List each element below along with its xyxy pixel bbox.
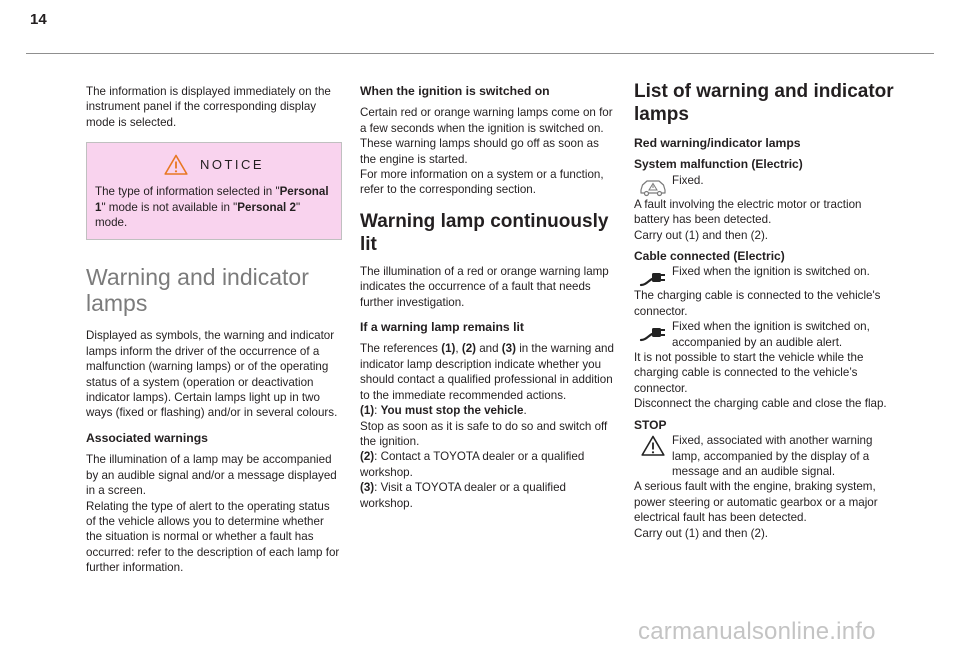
red-lamps-heading: Red warning/indicator lamps (634, 136, 801, 150)
charging-plug-icon (639, 266, 667, 288)
references-paragraph: The references (1), (2) and (3) in the warning and indicator lamp description indicate whether you should contact a qualified professional in addition to the immediate recommended actions. (360, 342, 614, 402)
ignition-body-2: For more information on a system or a function, refer to the corresponding section. (360, 168, 604, 197)
associated-body-1: The illumination of a lamp may be accompanied by an audible signal and/or a message displayed in a screen. (86, 453, 337, 498)
watermark: carmanualsonline.info (638, 618, 876, 645)
list-title: List of warning and indicator lamps (634, 81, 894, 125)
cable-text-1: Fixed when the ignition is switched on. (672, 265, 870, 279)
notice-box (86, 142, 342, 240)
ignition-heading: When the ignition is switched on (360, 84, 550, 98)
system-fixed-text: Fixed. (672, 173, 704, 187)
intro-paragraph: The information is displayed immediately on the instrument panel if the corresponding display mode is selected. (86, 85, 331, 129)
reference-item-2: (2): Contact a TOYOTA dealer or a qualified workshop. (360, 450, 585, 479)
stop-carry-out: Carry out (1) and then (2). (634, 526, 769, 540)
car-fault-icon (638, 175, 668, 197)
stop-text-1: Fixed, associated with another warning lamp, accompanied by the display of a message and an audible signal. (672, 434, 873, 478)
column-1 (86, 84, 342, 576)
reference-item-3: (3): Visit a TOYOTA dealer or a qualified workshop. (360, 481, 566, 510)
section-body: Displayed as symbols, the warning and indicator lamps inform the driver of the occurrence of a malfunction (warning lamps) or of the operating status of a system (operation or deactivation indicator lamps). Certain lamps light up in two ways (fixed or flashing) and/or in several colours. (86, 329, 338, 420)
system-malfunction-heading: System malfunction (Electric) (634, 157, 803, 172)
column-2 (360, 84, 616, 511)
notice-text: The type of information selected in "Personal 1" mode is not available in "Personal 2" mode. (95, 185, 329, 230)
section-title: Warning and indicator lamps (86, 264, 309, 317)
continuous-title: Warning lamp continuously lit (360, 210, 609, 255)
charging-plug-icon (639, 321, 667, 343)
cable-text-3: Fixed when the ignition is switched on, accompanied by an audible alert. (672, 320, 870, 349)
associated-warnings-heading: Associated warnings (86, 430, 208, 445)
cable-text-4: It is not possible to start the vehicle while the charging cable is connected to the vehicle’s connector. (634, 351, 864, 395)
notice-title: NOTICE (199, 156, 265, 172)
cable-text-2: The charging cable is connected to the vehicle's connector. (634, 289, 881, 318)
system-malfunction-entry (634, 173, 896, 197)
reference-item-1-text: Stop as soon as it is safe to do so and switch off the ignition. (360, 419, 608, 448)
column-3 (634, 81, 896, 541)
cable-connected-entry-2 (634, 319, 896, 350)
cable-connected-entry-1 (634, 264, 896, 288)
stop-heading: STOP (634, 417, 667, 432)
continuous-body: The illumination of a red or orange warning lamp indicates the occurrence of a fault that needs further investigation. (360, 264, 609, 309)
cable-text-5: Disconnect the charging cable and close the flap. (634, 397, 887, 411)
system-carry-out: Carry out (1) and then (2). (634, 228, 769, 242)
warning-triangle-icon (641, 435, 665, 456)
remains-lit-heading: If a warning lamp remains lit (360, 320, 524, 335)
reference-item-1: (1): You must stop the vehicle. (360, 404, 527, 418)
header-divider (26, 53, 934, 54)
cable-connected-heading: Cable connected (Electric) (634, 249, 785, 264)
warning-triangle-icon (164, 154, 188, 175)
stop-text-2: A serious fault with the engine, braking system, power steering or automatic gearbox or a major electrical fault has been detected. (634, 480, 878, 525)
associated-body-2: Relating the type of alert to the operating status of the vehicle allows you to determine whether the situation is normal or whether a fault has occurred: refer to the description of each lamp for further information. (86, 499, 340, 575)
system-malfunction-text: A fault involving the electric motor or traction battery has been detected. (634, 197, 862, 227)
ignition-body-1: Certain red or orange warning lamps come on for a few seconds when the ignition is switched on. These warning lamps should go off as soon as the engine is started. (360, 106, 613, 166)
notice-header (95, 152, 333, 176)
page-number: 14 (30, 11, 47, 28)
stop-entry (634, 433, 896, 479)
